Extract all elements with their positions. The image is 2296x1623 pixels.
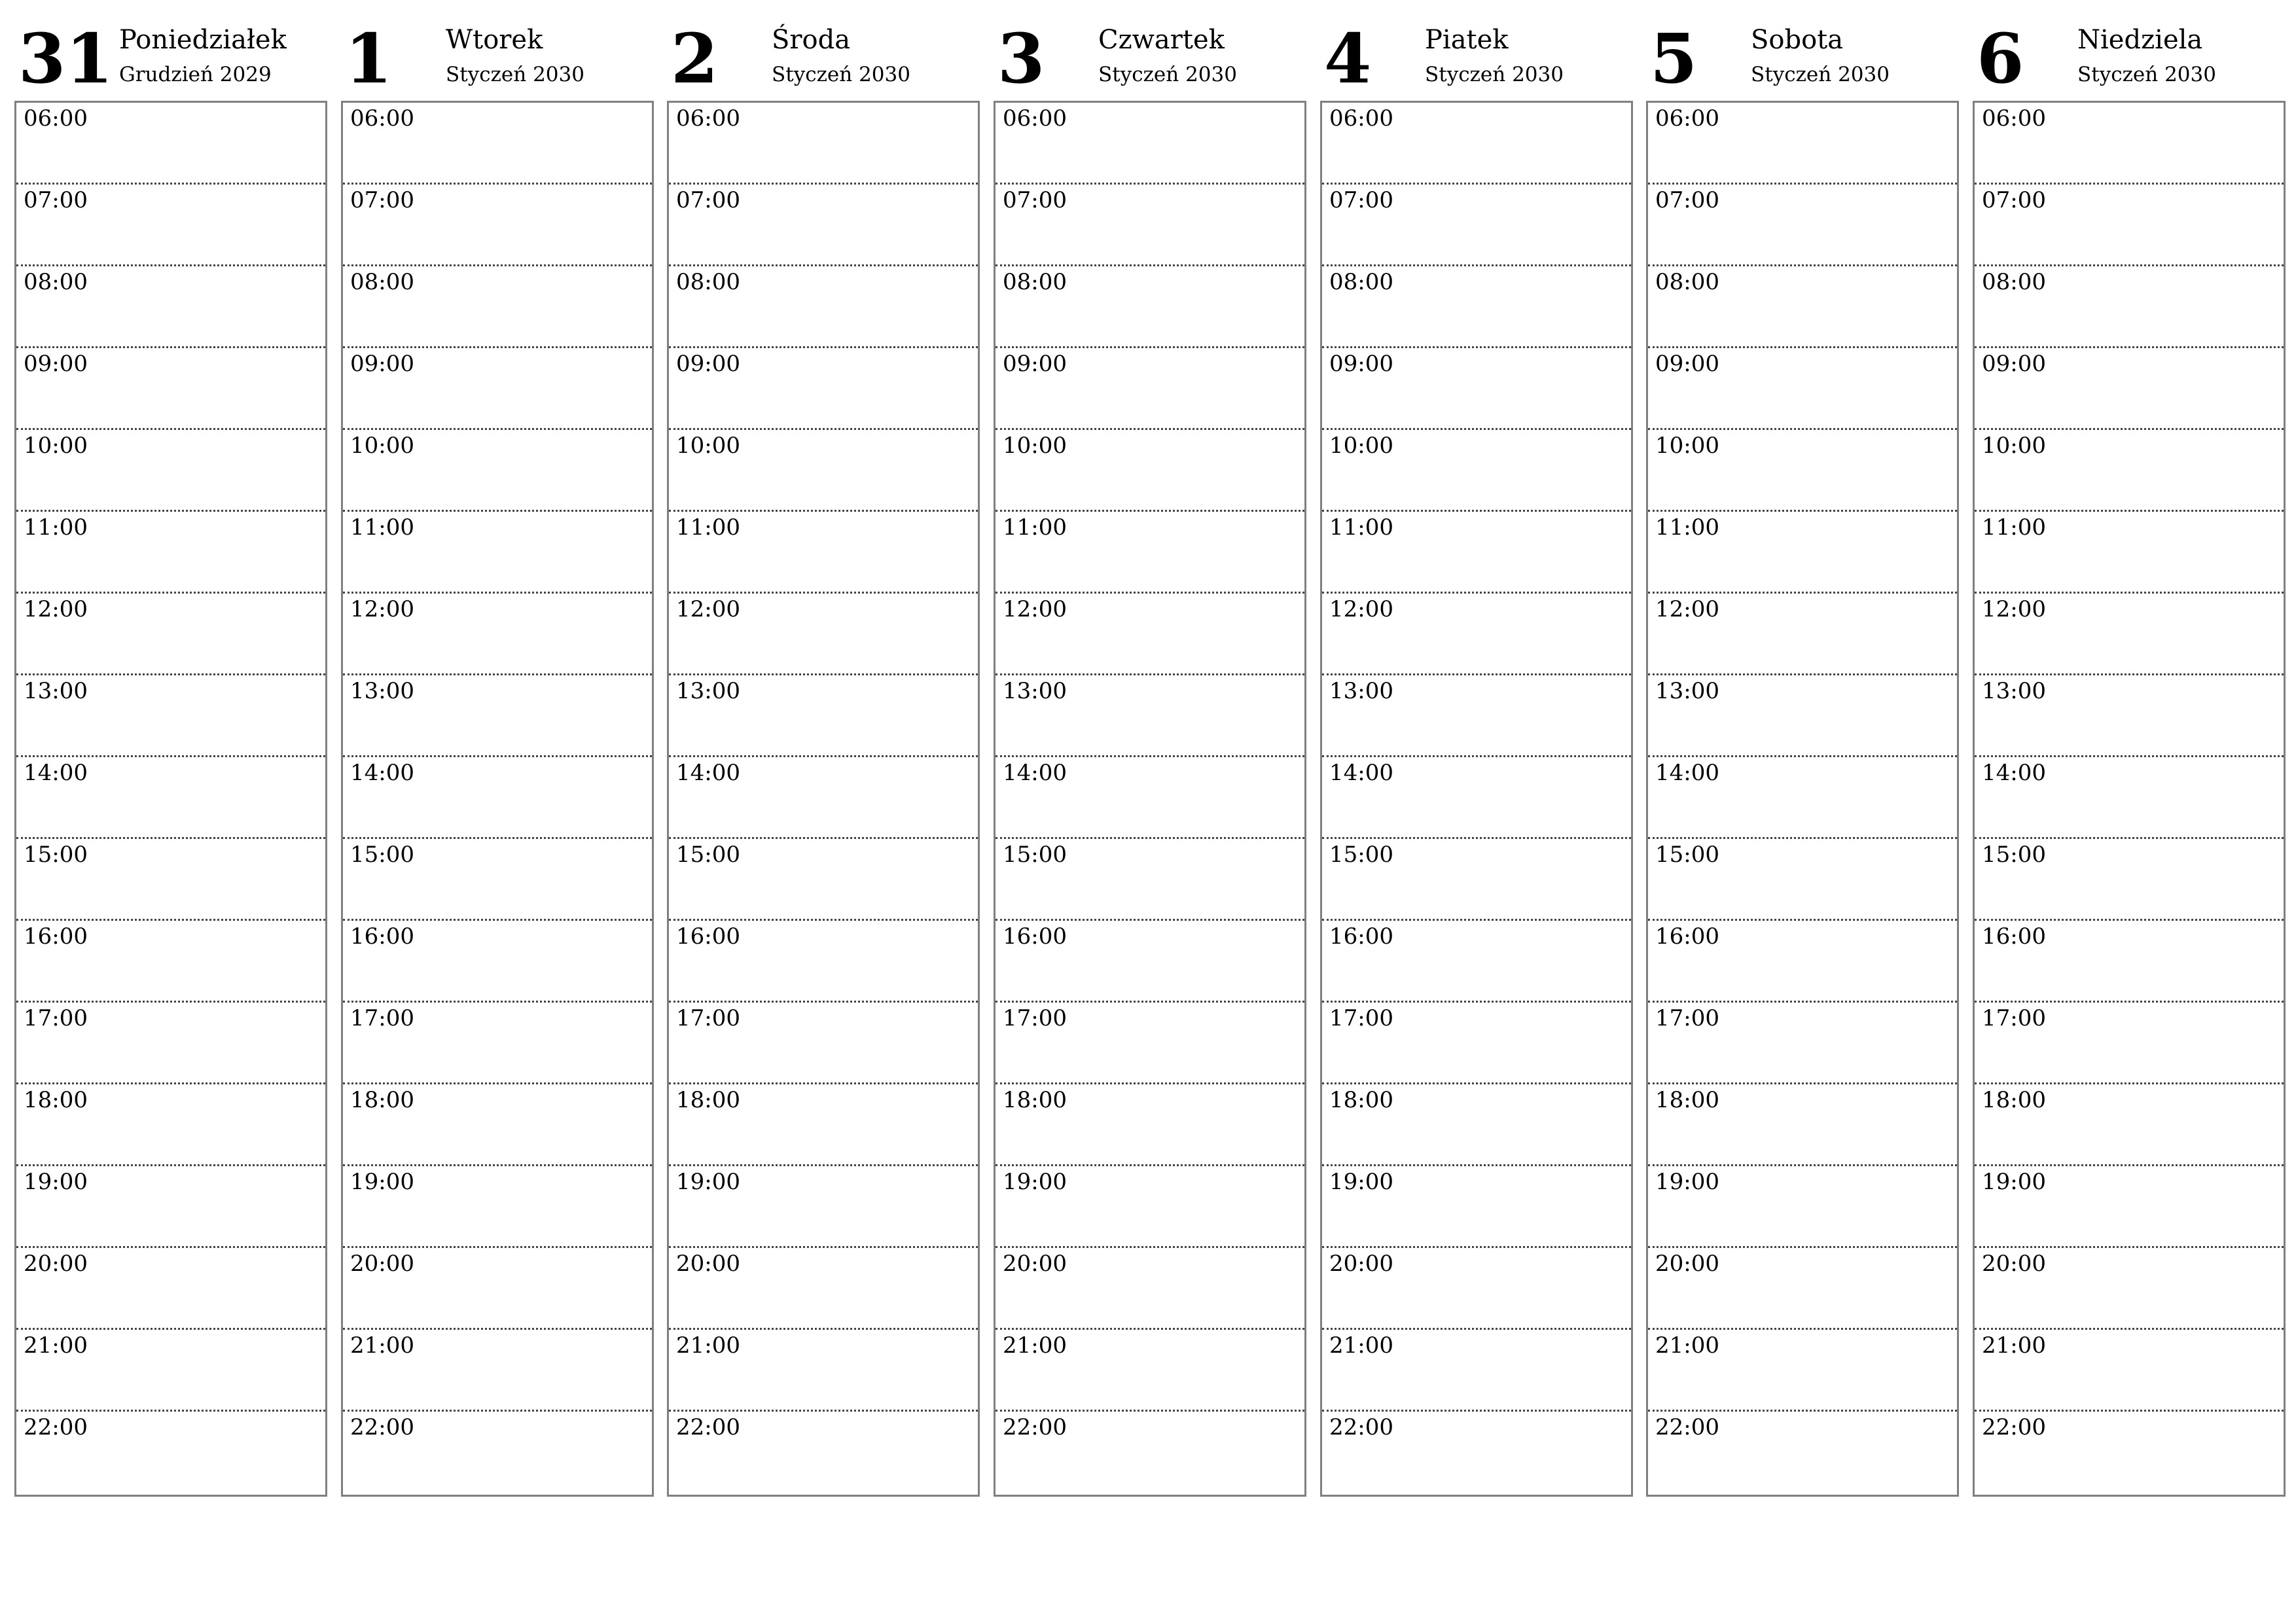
day-name: Środa [772,25,851,55]
time-slot-label: 21:00 [24,1332,88,1359]
time-slot-label: 10:00 [676,433,740,459]
time-slot-label: 13:00 [1655,678,1719,704]
time-slot-label: 16:00 [24,923,88,950]
day-month: Styczeń 2030 [1751,63,1890,86]
time-slot-label: 06:00 [1329,105,1393,132]
time-slot[interactable] [1322,1248,1631,1330]
time-slot[interactable] [343,757,652,839]
time-slot-label: 12:00 [1982,596,2046,622]
time-slot[interactable] [1975,839,2284,921]
time-slot[interactable] [669,1412,978,1493]
time-slot-label: 08:00 [24,269,88,295]
day-header [1646,20,1959,101]
time-slot-label: 07:00 [350,187,414,213]
time-slot-label: 15:00 [350,842,414,868]
day-column [1646,20,1959,1500]
time-slot[interactable] [1975,430,2284,512]
time-slot-label: 13:00 [24,678,88,704]
time-slot[interactable] [1975,512,2284,594]
time-slot[interactable] [16,512,325,594]
time-slot[interactable] [1648,1248,1957,1330]
time-slot[interactable] [1975,266,2284,348]
day-number: 3 [997,18,1045,99]
time-slot-label: 09:00 [1329,351,1393,377]
time-slot[interactable] [1975,1330,2284,1412]
time-slot[interactable] [1322,430,1631,512]
time-slot[interactable] [343,1330,652,1412]
time-slot-label: 14:00 [1003,760,1067,786]
time-slot[interactable] [669,103,978,185]
time-slot[interactable] [669,839,978,921]
time-slot[interactable] [16,1330,325,1412]
time-slot[interactable] [343,675,652,757]
day-schedule-grid [341,101,654,1497]
day-column [667,20,980,1500]
time-slot-label: 22:00 [1003,1414,1067,1440]
time-slot[interactable] [669,185,978,266]
time-slot[interactable] [343,1412,652,1493]
time-slot[interactable] [669,430,978,512]
time-slot[interactable] [996,594,1304,675]
time-slot-label: 11:00 [350,514,414,541]
time-slot-label: 10:00 [1003,433,1067,459]
time-slot-label: 19:00 [676,1169,740,1195]
time-slot-label: 14:00 [1655,760,1719,786]
time-slot-label: 12:00 [350,596,414,622]
time-slot[interactable] [1975,1248,2284,1330]
time-slot-label: 16:00 [1982,923,2046,950]
time-slot-label: 16:00 [350,923,414,950]
time-slot[interactable] [343,1166,652,1248]
time-slot-label: 06:00 [676,105,740,132]
time-slot-label: 20:00 [1982,1251,2046,1277]
day-schedule-grid [1320,101,1633,1497]
time-slot[interactable] [1975,185,2284,266]
time-slot[interactable] [1322,594,1631,675]
day-column [1320,20,1633,1500]
time-slot-label: 18:00 [350,1087,414,1113]
time-slot-label: 19:00 [1003,1169,1067,1195]
time-slot-label: 13:00 [1329,678,1393,704]
time-slot-label: 22:00 [350,1414,414,1440]
time-slot-label: 07:00 [1655,187,1719,213]
time-slot-label: 06:00 [1655,105,1719,132]
time-slot[interactable] [343,921,652,1003]
time-slot[interactable] [1648,430,1957,512]
time-slot[interactable] [16,675,325,757]
time-slot[interactable] [1648,512,1957,594]
time-slot[interactable] [669,512,978,594]
time-slot-label: 16:00 [1003,923,1067,950]
time-slot-label: 15:00 [1982,842,2046,868]
weekly-planner [14,20,2286,1500]
time-slot-label: 17:00 [350,1005,414,1031]
time-slot[interactable] [1648,757,1957,839]
time-slot[interactable] [1975,921,2284,1003]
time-slot-label: 09:00 [1982,351,2046,377]
day-header [994,20,1306,101]
day-schedule-grid [994,101,1306,1497]
time-slot[interactable] [343,1003,652,1084]
time-slot-label: 18:00 [676,1087,740,1113]
time-slot[interactable] [343,594,652,675]
time-slot[interactable] [1322,266,1631,348]
day-number: 4 [1324,18,1372,99]
time-slot-label: 09:00 [1655,351,1719,377]
time-slot-label: 19:00 [1655,1169,1719,1195]
time-slot-label: 18:00 [1655,1087,1719,1113]
time-slot-label: 14:00 [1982,760,2046,786]
time-slot[interactable] [996,675,1304,757]
time-slot[interactable] [1322,1003,1631,1084]
time-slot[interactable] [1648,103,1957,185]
time-slot[interactable] [343,103,652,185]
time-slot-label: 07:00 [24,187,88,213]
time-slot[interactable] [1975,675,2284,757]
time-slot[interactable] [343,185,652,266]
day-month: Styczeń 2030 [1425,63,1564,86]
time-slot-label: 06:00 [350,105,414,132]
day-name: Czwartek [1098,25,1225,55]
time-slot[interactable] [1322,185,1631,266]
time-slot[interactable] [1648,839,1957,921]
time-slot-label: 15:00 [676,842,740,868]
time-slot-label: 21:00 [1655,1332,1719,1359]
time-slot-label: 08:00 [1329,269,1393,295]
time-slot-label: 18:00 [1329,1087,1393,1113]
day-header [341,20,654,101]
time-slot-label: 08:00 [1982,269,2046,295]
time-slot[interactable] [1975,1003,2284,1084]
time-slot[interactable] [996,103,1304,185]
time-slot[interactable] [1975,594,2284,675]
time-slot[interactable] [669,266,978,348]
time-slot-label: 12:00 [1003,596,1067,622]
time-slot-label: 21:00 [676,1332,740,1359]
time-slot[interactable] [1322,1330,1631,1412]
time-slot[interactable] [996,1330,1304,1412]
time-slot[interactable] [16,1248,325,1330]
time-slot-label: 12:00 [1329,596,1393,622]
time-slot-label: 20:00 [676,1251,740,1277]
time-slot[interactable] [1975,103,2284,185]
time-slot-label: 08:00 [350,269,414,295]
time-slot-label: 18:00 [1982,1087,2046,1113]
time-slot-label: 17:00 [24,1005,88,1031]
time-slot[interactable] [1322,839,1631,921]
day-name: Sobota [1751,25,1844,55]
time-slot[interactable] [1322,1166,1631,1248]
day-schedule-grid [667,101,980,1497]
time-slot[interactable] [996,1084,1304,1166]
time-slot-label: 22:00 [676,1414,740,1440]
time-slot-label: 22:00 [1329,1414,1393,1440]
time-slot-label: 10:00 [24,433,88,459]
day-month: Styczeń 2030 [446,63,584,86]
time-slot-label: 11:00 [1329,514,1393,541]
time-slot-label: 18:00 [1003,1087,1067,1113]
time-slot-label: 13:00 [350,678,414,704]
time-slot-label: 21:00 [1329,1332,1393,1359]
day-name: Piatek [1425,25,1509,55]
time-slot[interactable] [343,430,652,512]
time-slot[interactable] [1648,1330,1957,1412]
time-slot[interactable] [343,512,652,594]
time-slot-label: 12:00 [1655,596,1719,622]
time-slot-label: 11:00 [1003,514,1067,541]
time-slot[interactable] [16,1166,325,1248]
time-slot-label: 19:00 [1982,1169,2046,1195]
day-header [667,20,980,101]
time-slot-label: 15:00 [1003,842,1067,868]
time-slot[interactable] [669,1330,978,1412]
time-slot[interactable] [996,921,1304,1003]
day-column [1973,20,2286,1500]
time-slot-label: 08:00 [1655,269,1719,295]
time-slot-label: 12:00 [24,596,88,622]
time-slot[interactable] [996,1412,1304,1493]
day-month: Styczeń 2030 [772,63,910,86]
time-slot[interactable] [1322,348,1631,430]
day-header [1973,20,2286,101]
time-slot-label: 22:00 [24,1414,88,1440]
time-slot[interactable] [996,839,1304,921]
time-slot[interactable] [1648,921,1957,1003]
time-slot[interactable] [1648,1003,1957,1084]
time-slot-label: 11:00 [1982,514,2046,541]
day-name: Wtorek [446,25,543,55]
time-slot-label: 17:00 [1655,1005,1719,1031]
time-slot-label: 13:00 [1982,678,2046,704]
time-slot-label: 22:00 [1982,1414,2046,1440]
time-slot[interactable] [343,266,652,348]
day-header [14,20,327,101]
day-number: 5 [1650,18,1698,99]
day-number: 2 [671,18,719,99]
time-slot-label: 20:00 [1003,1251,1067,1277]
time-slot[interactable] [669,348,978,430]
time-slot-label: 11:00 [1655,514,1719,541]
time-slot-label: 15:00 [1329,842,1393,868]
time-slot-label: 20:00 [1329,1251,1393,1277]
time-slot[interactable] [1648,1412,1957,1493]
time-slot[interactable] [16,594,325,675]
time-slot[interactable] [16,1003,325,1084]
time-slot[interactable] [996,1166,1304,1248]
time-slot[interactable] [16,103,325,185]
time-slot[interactable] [16,266,325,348]
time-slot-label: 06:00 [1003,105,1067,132]
time-slot-label: 18:00 [24,1087,88,1113]
time-slot[interactable] [16,921,325,1003]
time-slot[interactable] [1322,1412,1631,1493]
time-slot-label: 09:00 [24,351,88,377]
time-slot[interactable] [1648,348,1957,430]
time-slot[interactable] [16,757,325,839]
time-slot[interactable] [996,1003,1304,1084]
time-slot-label: 16:00 [1655,923,1719,950]
time-slot[interactable] [1322,103,1631,185]
time-slot[interactable] [16,1412,325,1493]
time-slot-label: 22:00 [1655,1414,1719,1440]
time-slot[interactable] [16,185,325,266]
time-slot-label: 19:00 [24,1169,88,1195]
time-slot[interactable] [669,1166,978,1248]
day-schedule-grid [1973,101,2286,1497]
time-slot-label: 10:00 [1655,433,1719,459]
time-slot-label: 10:00 [1329,433,1393,459]
time-slot[interactable] [16,430,325,512]
day-schedule-grid [1646,101,1959,1497]
time-slot[interactable] [669,1248,978,1330]
day-schedule-grid [14,101,327,1497]
time-slot-label: 19:00 [1329,1169,1393,1195]
time-slot[interactable] [996,430,1304,512]
day-column [14,20,327,1500]
day-name: Poniedziałek [119,25,287,55]
time-slot-label: 14:00 [1329,760,1393,786]
time-slot[interactable] [1975,348,2284,430]
day-name: Niedziela [2077,25,2203,55]
time-slot-label: 06:00 [1982,105,2046,132]
time-slot-label: 07:00 [1982,187,2046,213]
time-slot[interactable] [16,348,325,430]
time-slot[interactable] [669,594,978,675]
time-slot[interactable] [996,266,1304,348]
time-slot[interactable] [1975,1412,2284,1493]
time-slot-label: 21:00 [1003,1332,1067,1359]
time-slot-label: 08:00 [1003,269,1067,295]
time-slot-label: 09:00 [676,351,740,377]
time-slot[interactable] [669,1003,978,1084]
time-slot[interactable] [669,921,978,1003]
time-slot-label: 11:00 [24,514,88,541]
time-slot-label: 17:00 [676,1005,740,1031]
time-slot[interactable] [1975,1166,2284,1248]
time-slot-label: 07:00 [1003,187,1067,213]
time-slot-label: 16:00 [676,923,740,950]
time-slot-label: 07:00 [1329,187,1393,213]
time-slot[interactable] [343,839,652,921]
day-number: 31 [18,18,113,99]
time-slot[interactable] [996,512,1304,594]
time-slot[interactable] [343,348,652,430]
time-slot-label: 20:00 [24,1251,88,1277]
time-slot-label: 17:00 [1003,1005,1067,1031]
time-slot-label: 21:00 [350,1332,414,1359]
time-slot[interactable] [669,1084,978,1166]
time-slot-label: 13:00 [1003,678,1067,704]
time-slot[interactable] [343,1248,652,1330]
time-slot-label: 15:00 [1655,842,1719,868]
time-slot-label: 08:00 [676,269,740,295]
time-slot[interactable] [1975,1084,2284,1166]
day-column [341,20,654,1500]
time-slot[interactable] [996,757,1304,839]
day-number: 6 [1977,18,2024,99]
time-slot[interactable] [996,185,1304,266]
time-slot-label: 12:00 [676,596,740,622]
time-slot[interactable] [1322,512,1631,594]
time-slot[interactable] [996,1248,1304,1330]
time-slot[interactable] [1975,757,2284,839]
time-slot-label: 20:00 [1655,1251,1719,1277]
time-slot[interactable] [1648,675,1957,757]
time-slot[interactable] [669,757,978,839]
time-slot[interactable] [1322,757,1631,839]
time-slot-label: 11:00 [676,514,740,541]
time-slot[interactable] [669,675,978,757]
time-slot[interactable] [1648,266,1957,348]
time-slot-label: 09:00 [1003,351,1067,377]
time-slot-label: 14:00 [350,760,414,786]
time-slot-label: 07:00 [676,187,740,213]
time-slot[interactable] [16,839,325,921]
time-slot-label: 20:00 [350,1251,414,1277]
time-slot-label: 17:00 [1982,1005,2046,1031]
time-slot[interactable] [1322,675,1631,757]
day-header [1320,20,1633,101]
time-slot[interactable] [1322,1084,1631,1166]
time-slot-label: 10:00 [350,433,414,459]
time-slot-label: 14:00 [676,760,740,786]
time-slot-label: 15:00 [24,842,88,868]
day-column [994,20,1306,1500]
time-slot[interactable] [996,348,1304,430]
time-slot-label: 13:00 [676,678,740,704]
day-month: Grudzień 2029 [119,63,272,86]
time-slot[interactable] [16,1084,325,1166]
time-slot-label: 06:00 [24,105,88,132]
time-slot-label: 21:00 [1982,1332,2046,1359]
time-slot-label: 19:00 [350,1169,414,1195]
time-slot[interactable] [1648,1166,1957,1248]
time-slot-label: 14:00 [24,760,88,786]
day-number: 1 [345,18,393,99]
day-month: Styczeń 2030 [1098,63,1237,86]
time-slot-label: 16:00 [1329,923,1393,950]
time-slot[interactable] [1322,921,1631,1003]
time-slot-label: 17:00 [1329,1005,1393,1031]
time-slot[interactable] [1648,594,1957,675]
time-slot[interactable] [1648,185,1957,266]
day-month: Styczeń 2030 [2077,63,2216,86]
time-slot[interactable] [1648,1084,1957,1166]
time-slot-label: 09:00 [350,351,414,377]
time-slot-label: 10:00 [1982,433,2046,459]
time-slot[interactable] [343,1084,652,1166]
